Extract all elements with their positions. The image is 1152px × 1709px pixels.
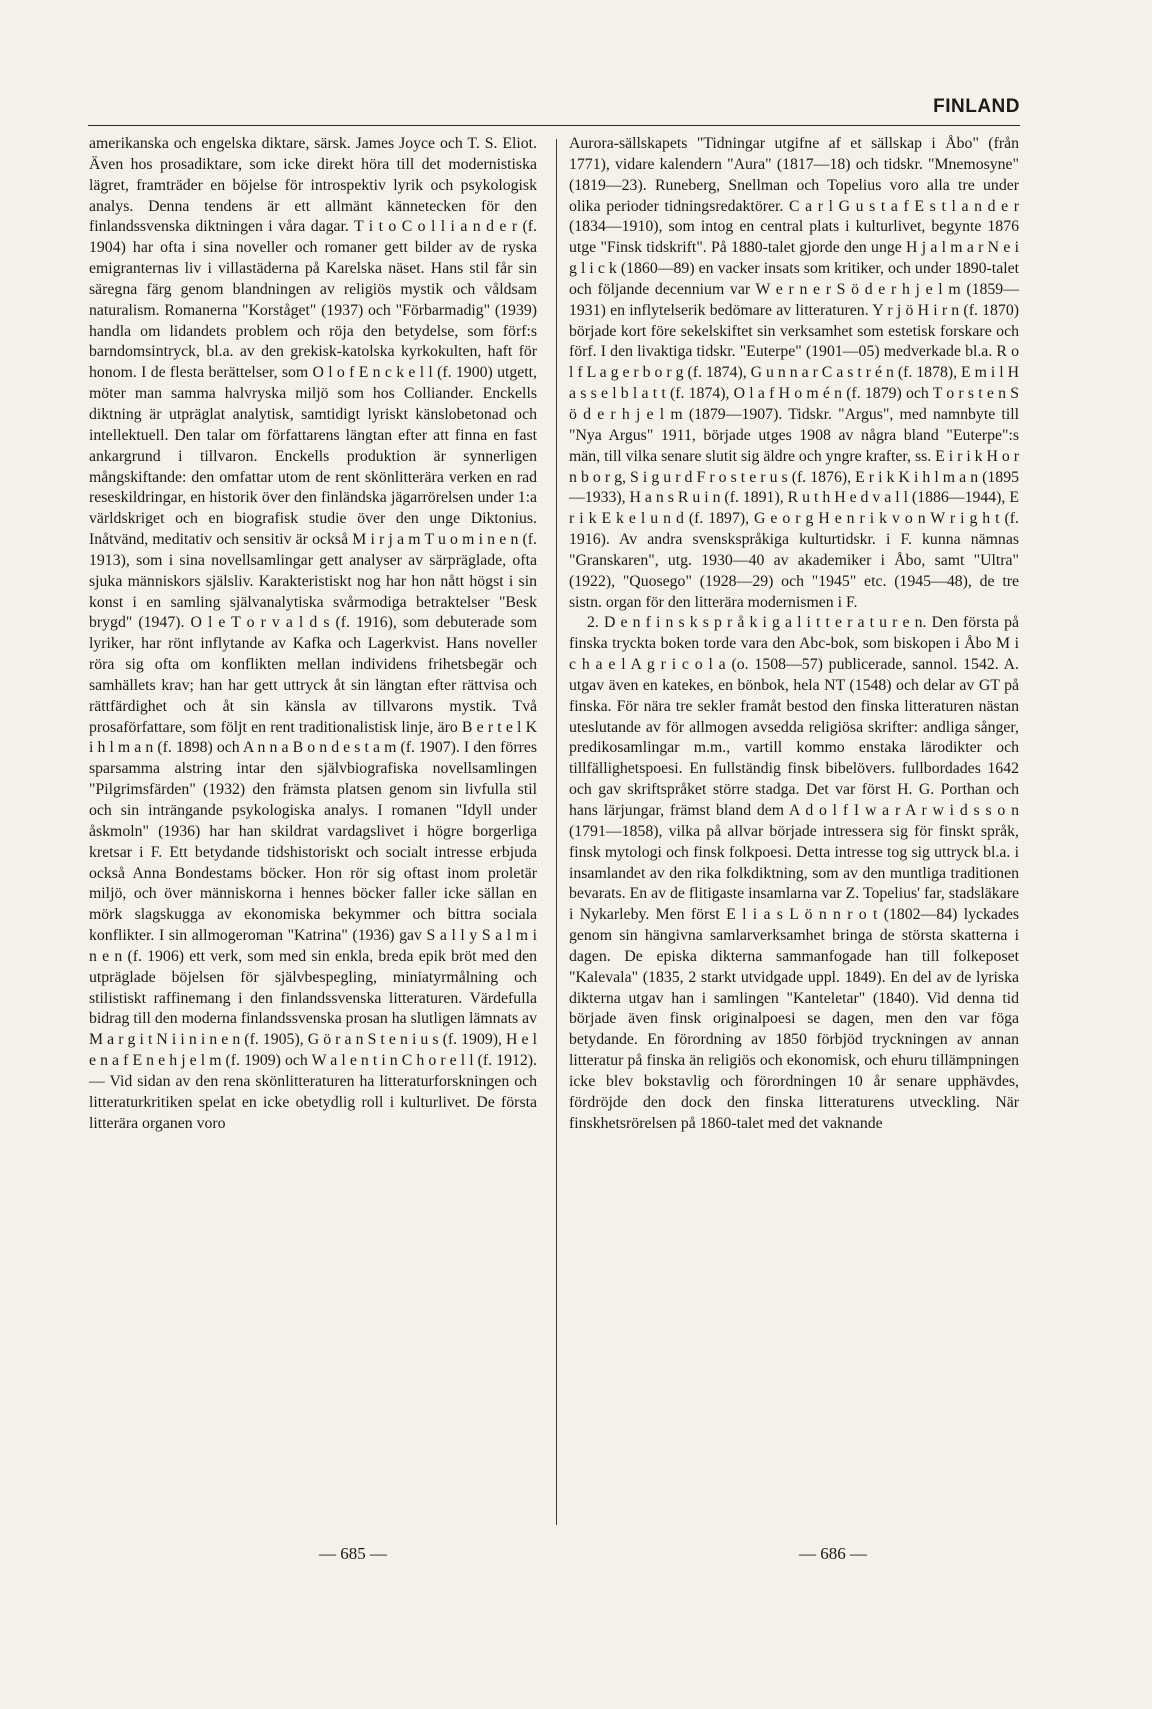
left-column-text: amerikanska och engelska diktare, särsk. James Joyce och T. S. Eliot. Även hos prosadiktare, som icke direkt höra till det modernistiska lägret, framträder en böjelse för introspektiv lyrik och psykologisk analys. Denna tendens är ett allmänt kännetecken för den finlandssvenska diktningen i våra dagar. T i t o C o l l i a n d e r (f. 1904) har ofta i sina noveller och romaner gett bilder av de ryska emigranternas liv i villastäderna på Karelska näset. Hans stil får sin säregna färg genom blandningen av religiös mystik och våldsam naturalism. Romanerna "Korståget" (1937) och "Förbarmadig" (1939) handla om lidandets problem och röja den betydelse, som förf:s barndomsintryck, bl.a. av den grekisk-katolska kyrkokulten, haft för honom. I de flesta berättelser, som O l o f E n c k e l l (f. 1900) utgett, möter man samma halvryska miljö som hos Colliander. Enckells diktning är utpräglat analytisk, samtidigt lyriskt känslobetonad och intellektuell. Den talar om författarens längtan efter att finna en fast ankargrund i tillvaron. Enckells produktion är synnerligen mångskiftande: den omfattar utom de rent skönlitterära verken en rad reseskildringar, en historik över den finländska jägarrörelsen under 1:a världskriget och en biografisk studie över den unge Diktonius. Inåtvänd, meditativ och sensitiv är också M i r j a m T u o m i n e n (f. 1913), som i sina novellsamlingar gett analyser av särpräglade, ofta sjuka människors själsliv. Karakteristiskt nog har hon nått högst i sin konst i en samling självanalytiska svårmodiga betraktelser "Besk brygd" (1947). O l e T o r v a l d s (f. 1916), som debuterade som lyriker, har rönt inflytande av Kafka och Lagerkvist. Hans noveller röra sig ofta om konflikten mellan individens frihetsbegär och samhällets krav; han har gett uttryck åt sin längtan efter rättvisa och rättfärdighet och åt sin känsla av tillvarons mystik. Två prosaförfattare, som följt en rent traditionalistisk linje, äro B e r t e l K i h l m a n (f. 1898) och A n n a B o n d e s t a m (f. 1907). I den förres sparsamma alstring intar den självbiografiska novellsamlingen "Pilgrimsfärden" (1932) den främsta platsen genom sin livfulla stil och sin inträngande psykologiska analys. I romanen "Idyll under åskmoln" (1936) har han skildrat vardagslivet i högre borgerliga kretsar i F. Ett betydande tidshistoriskt och socialt intresse erbjuda också Anna Bondestams böcker. Hon rör sig oftast inom proletär miljö, och över människorna i hennes böcker faller icke sällan en mörk slagskugga av ekonomiska bekymmer och bittra sociala konflikter. I sin allmogeroman "Katrina" (1936) gav S a l l y S a l m i n e n (f. 1906) ett verk, som med sin enkla, breda epik bröt med den utpräglade böjelsen för självbespegling, miniatyrmålning och stilistiskt raffinemang i den finlandssvenska litteraturen. Värdefulla bidrag till den moderna finlandssvenska prosan ha slutligen lämnats av M a r g i t N i i n i n e n (f. 1905), G ö r a n S t e n i u s (f. 1909), H e l e n a f E n e h j e l m (f. 1909) och W a l e n t i n C h o r e l l (f. 1912). — Vid sidan av den rena skönlitteraturen ha litteraturforskningen och litteraturkritiken spelat en icke obetydlig roll i kulturlivet. De första litterära organen voro [89, 135, 537, 1132]
right-paragraph-2: 2. D e n f i n s k s p r å k i g a l i t t e r a t u r e n. Den första på finska tryckta boken torde vara den Abc-bok, som biskopen i Åbo M i c h a e l A g r i c o l a (o. 1508—57) publicerade, sannol. 1542. A. utgav även en katekes, en bönbok, hela NT (1548) och delar av GT på finska. För nära tre sekler framåt bestod den finska litteraturen nästan uteslutande av för allmogen avsedda religiösa skrifter: andliga sånger, predikosamlingar m.m., vartill kommo enstaka lärodikter och tillfällighetspoesi. En fullständig finsk bibelövers. fullbordades 1642 och gav skriftspråket större stadga. Det var först H. G. Porthan och hans lärjungar, främst bland dem A d o l f I w a r A r w i d s s o n (1791—1858), vilka på allvar började intressera sig för finskt språk, finsk mytologi och finsk folkpoesi. Detta intresse tog sig uttryck bl.a. i insamlandet av den rika folkdiktning, som av den muntliga traditionen bevarats. En av de flitigaste insamlarna var Z. Topelius' far, stadsläkare i Nykarleby. Men först E l i a s L ö n n r o t (1802—84) lyckades genom sin hängivna samlarverksamhet bringa de största skatterna i dagen. De episka dikterna sammanfogade han till folkeposet "Kalevala" (1835, 2 starkt utvidgade uppl. 1849). En del av de lyriska dikterna utgav han i samlingen "Kanteletar" (1840). Vid denna tid började även finsk originalpoesi se dagen, men den var föga betydande. En förordning av 1850 förbjöd tryckningen av annan litteratur på finska än religiös och ekonomisk, och ehuru tillämpningen icke blev bokstavlig och förordningen 10 år senare upphävdes, fördröjde den dock den finska litteraturens utveckling. När finskhetsrörelsen på 1860-talet med det vaknande [569, 614, 1019, 1132]
right-paragraph-1: Aurora-sällskapets "Tidningar utgifne af et sällskap i Åbo" (från 1771), vidare kalendern "Aura" (1817—18) och tidskr. "Mnemosyne" (1819—23). Runeberg, Snellman och Topelius voro alla tre under olika perioder tidningsredaktörer. C a r l G u s t a f E s t l a n d e r (1834—1910), som intog en central plats i kulturlivet, begynte 1876 utge "Finsk tidskrift". På 1880-talet gjorde den unge H j a l m a r N e i g l i c k (1860—89) en vacker insats som kritiker, och under 1890-talet och följande decennium var W e r n e r S ö d e r h j e l m (1859—1931) en inflytelserik bedömare av litteraturen. Y r j ö H i r n (f. 1870) började kort före sekelskiftet sin verksamhet som estetisk forskare och förf. I den livaktiga tidskr. "Euterpe" (1901—05) medverkade bl.a. R o l f L a g e r b o r g (f. 1874), G u n n a r C a s t r é n (f. 1878), E m i l H a s s e l b l a t t (f. 1874), O l a f H o m é n (f. 1879) och T o r s t e n S ö d e r h j e l m (1879—1907). Tidskr. "Argus", med namnbyte till "Nya Argus" 1911, började utges 1908 av några bland "Euterpe":s män, till vilka senare slutit sig äldre och yngre krafter, ss. E i r i k H o r n b o r g, S i g u r d F r o s t e r u s (f. 1876), E r i k K i h l m a n (1895—1933), H a n s R u i n (f. 1891), R u t h H e d v a l l (1886—1944), E r i k E k e l u n d (f. 1897), G e o r g H e n r i k v o n W r i g h t (f. 1916). Av andra svenskspråkiga kulturtidskr. i F. kunna nämnas "Granskaren", utg. 1930—40 av akademiker i Åbo, samt "Ultra" (1922), "Quosego" (1928—29) och "1945" etc. (1945—48), de tre sistn. organ för den litterära modernismen i F. [569, 135, 1019, 611]
page-number-right: — 686 — [799, 1544, 867, 1563]
page-number-left: — 685 — [319, 1544, 387, 1563]
header-rule [88, 125, 1020, 126]
left-column [89, 134, 537, 1135]
column-divider [556, 139, 557, 1525]
running-header: FINLAND [933, 96, 1020, 117]
right-column [569, 134, 1019, 1135]
